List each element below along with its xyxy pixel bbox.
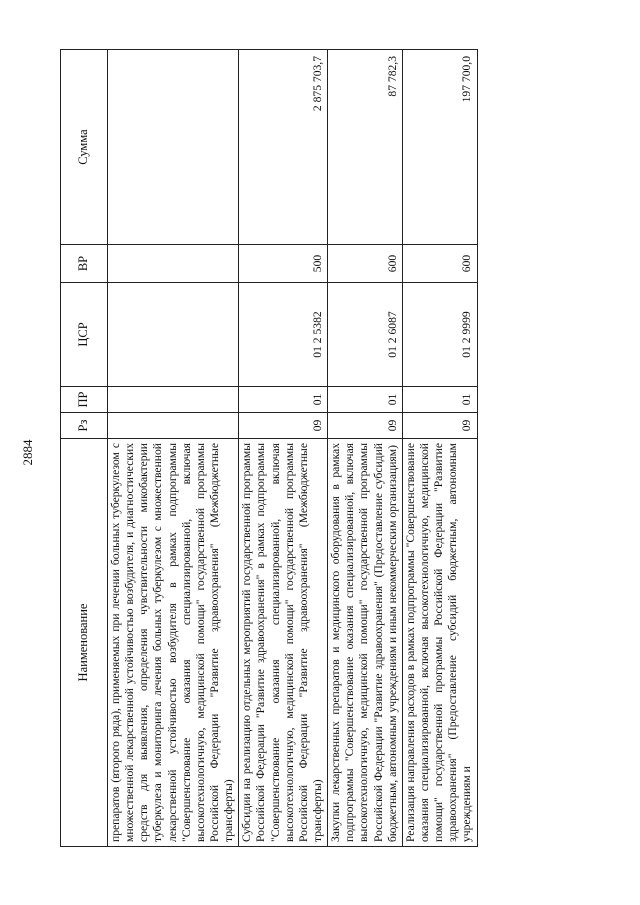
header-rz: Рз	[61, 413, 108, 439]
budget-table	[60, 49, 478, 847]
row-vr: 500	[239, 245, 328, 283]
row-vr: 600	[328, 245, 403, 283]
row-sum: 87 782,3	[328, 50, 403, 245]
table-row	[108, 50, 239, 847]
row-csr: 01 2 6087	[328, 283, 403, 387]
row-vr: 600	[402, 245, 477, 283]
table-header	[61, 50, 108, 847]
row-rz: 09	[328, 413, 403, 439]
header-csr: ЦСР	[61, 283, 108, 387]
header-vr: ВР	[61, 245, 108, 283]
row-name: Реализация направления расходов в рамках подпрограммы "Совершенствование оказания специализированной, включая высокотехнологичную, медицинской помощи" государственной программы Российской Федерации "Развитие здравоохранения" (Предоставление субсидий бюджетным, автономным учреждениям и	[402, 439, 477, 847]
row-sum: 2 875 703,7	[239, 50, 328, 245]
table-row	[402, 50, 477, 847]
row-csr: 01 2 5382	[239, 283, 328, 387]
header-name: Наименование	[61, 439, 108, 847]
row-rz: 09	[402, 413, 477, 439]
page-number: 2884	[20, 439, 35, 466]
row-pr: 01	[402, 387, 477, 413]
table-row	[239, 50, 328, 847]
header-sum: Сумма	[61, 50, 108, 245]
row-pr: 01	[239, 387, 328, 413]
row-rz: 09	[239, 413, 328, 439]
table-body	[108, 50, 478, 847]
table-row	[328, 50, 403, 847]
row-sum	[108, 50, 239, 245]
header-pr: ПР	[61, 387, 108, 413]
row-csr	[108, 283, 239, 387]
row-name: Субсидии на реализацию отдельных мероприятий государственной программы Российской Федерации "Развитие здравоохранения" в рамках подпрограммы "Совершенствование оказания специализированной, включая высокотехнологичную, медицинской помощи" государственной программы Российской Федерации "Развитие здравоохранения" (Межбюджетные трансферты)	[239, 439, 328, 847]
row-pr: 01	[328, 387, 403, 413]
row-rz	[108, 413, 239, 439]
row-name: препаратов (второго ряда), применяемых при лечении больных туберкулезом с множественной лекарственной устойчивостью возбудителя, и диагностических средств для выявления, определения чувствительности микобактерии туберкулеза и мониторинга лечения больных туберкулезом с множественной лекарственной устойчивостью возбудителя в рамках подпрограммы "Совершенствование оказания специализированной, включая высокотехнологичную, медицинской помощи" государственной программы Российской Федерации "Развитие здравоохранения" (Межбюджетные трансферты)	[108, 439, 239, 847]
row-pr	[108, 387, 239, 413]
row-csr: 01 2 9999	[402, 283, 477, 387]
row-sum: 197 700,0	[402, 50, 477, 245]
row-vr	[108, 245, 239, 283]
row-name: Закупки лекарственных препаратов и медицинского оборудования в рамках подпрограммы "Совершенствование оказания специализированной, включая высокотехнологичную, медицинской помощи" государственной программы Российской Федерации "Развитие здравоохранения" (Предоставление субсидий бюджетным, автономным учреждениям и иным некоммерческим организациям)	[328, 439, 403, 847]
